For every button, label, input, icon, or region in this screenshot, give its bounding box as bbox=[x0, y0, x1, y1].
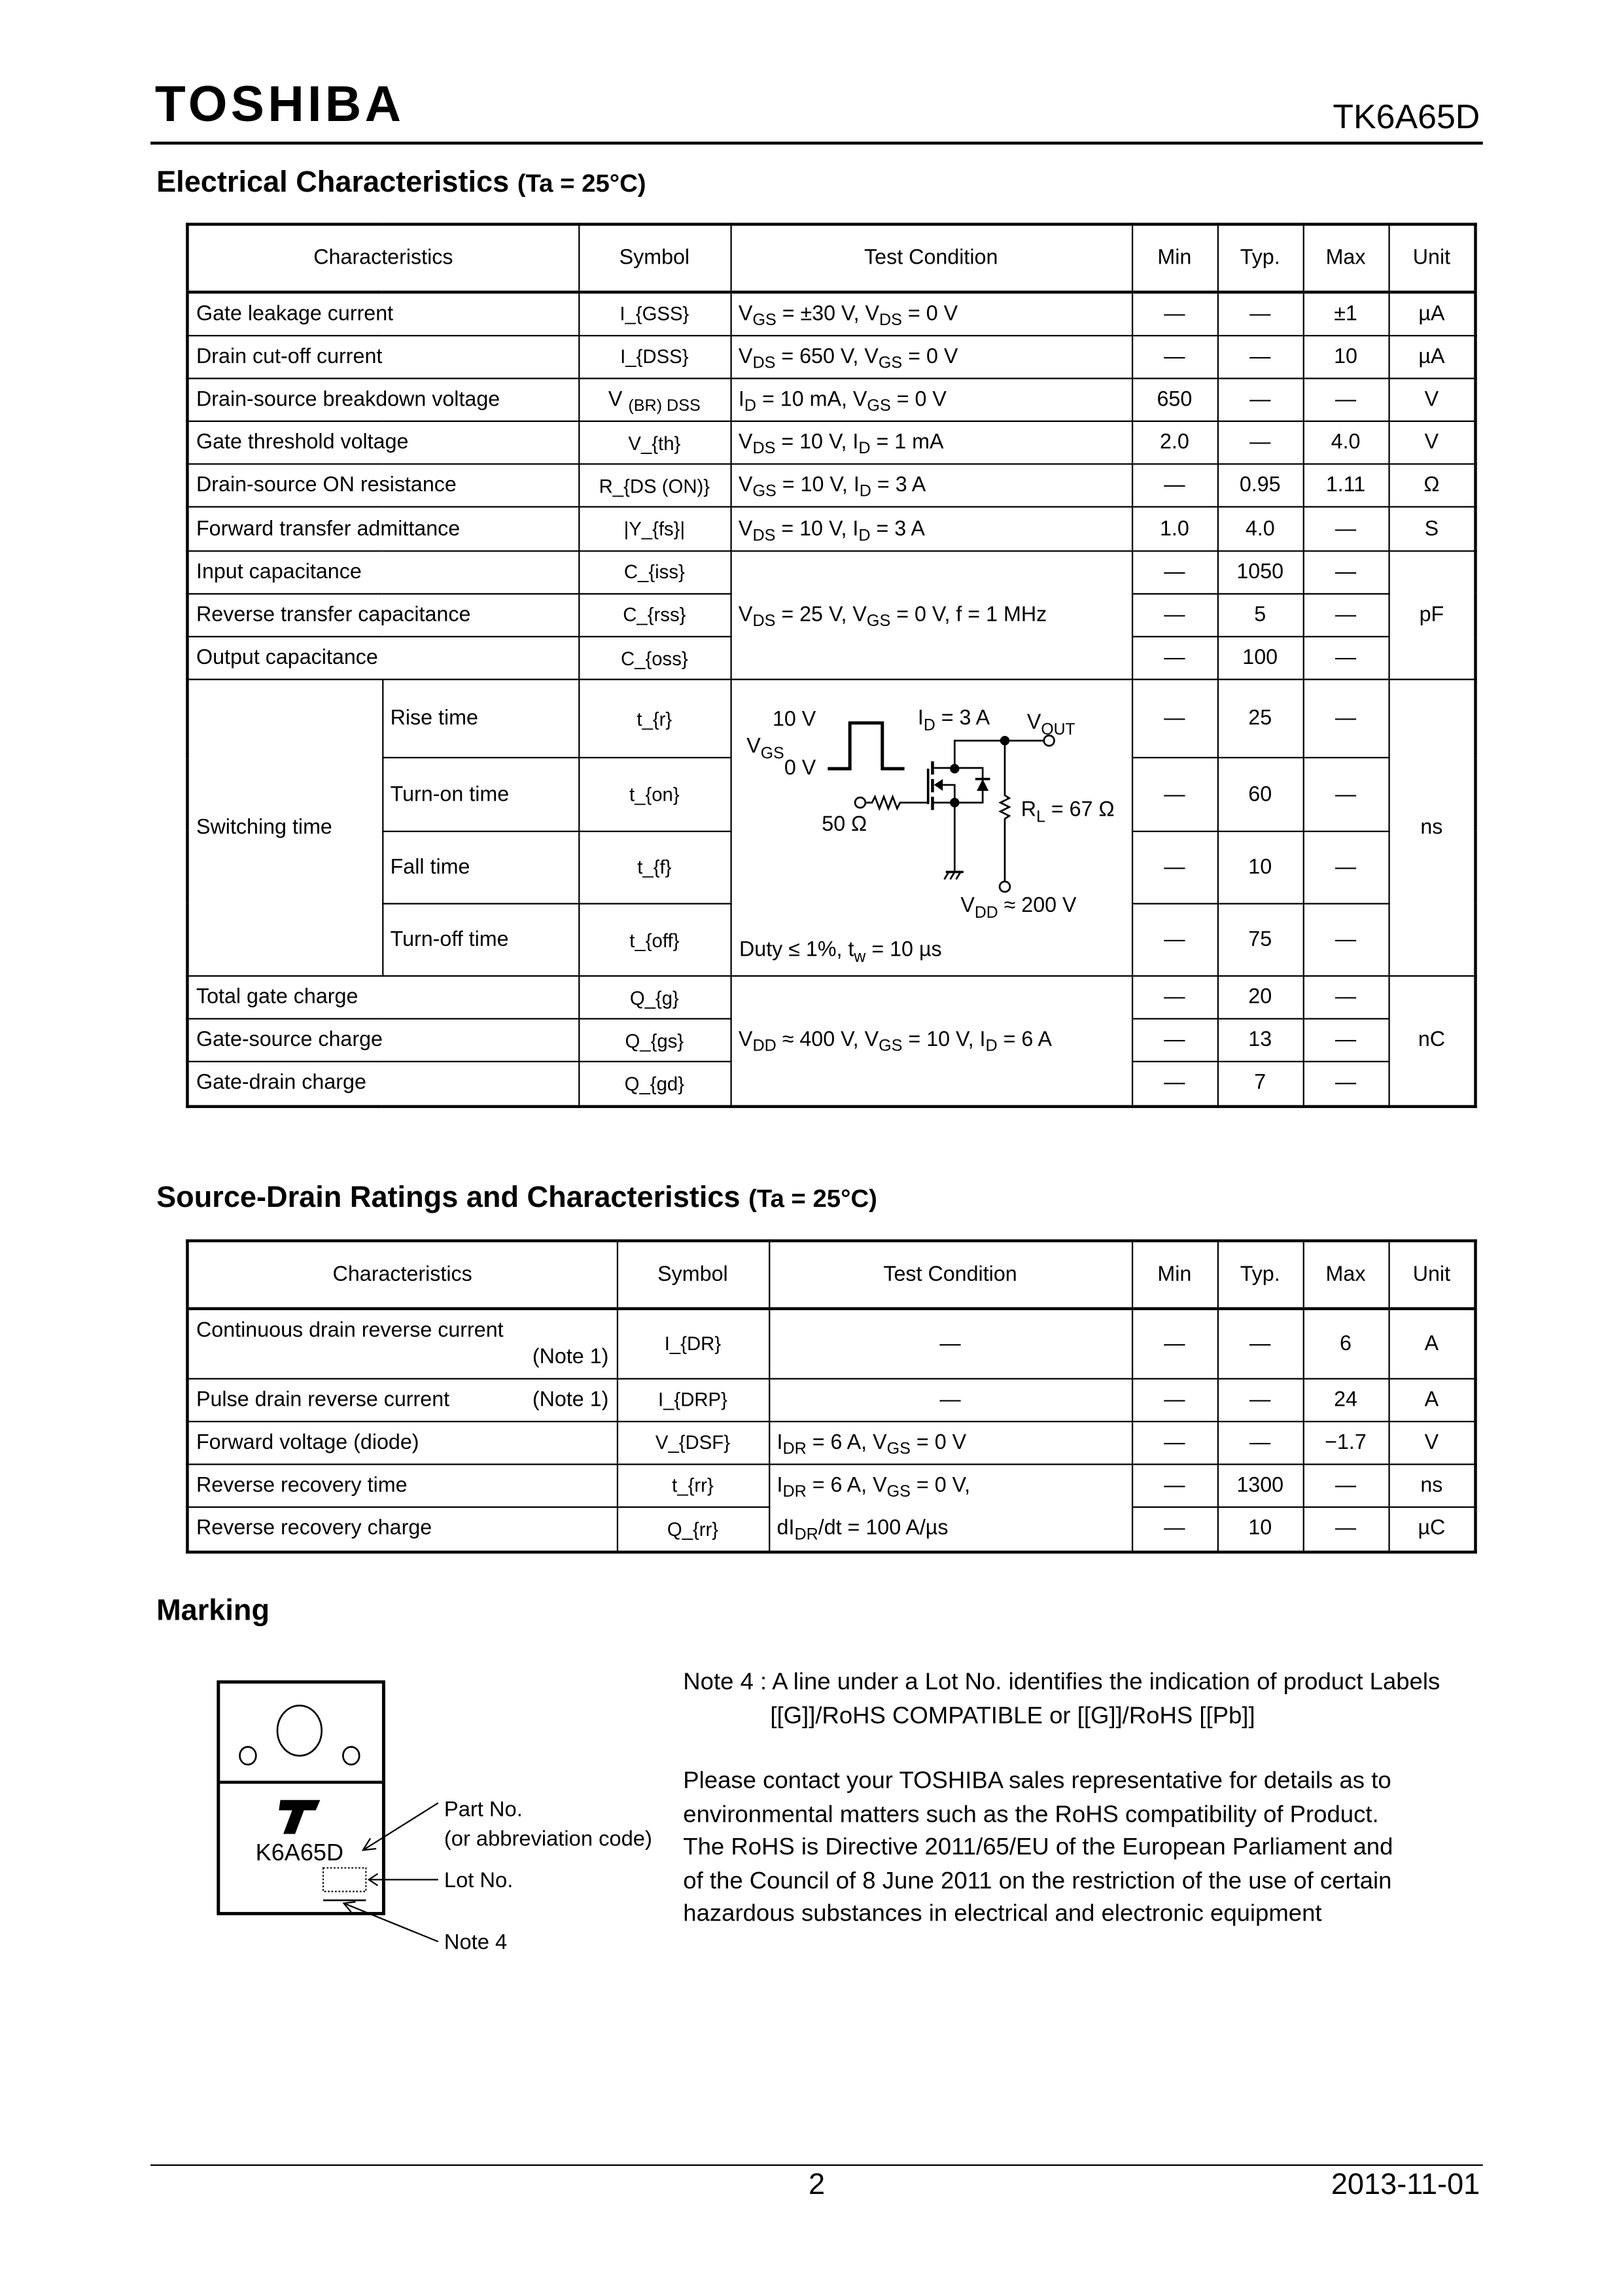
test-condition: $V_{DD} \approx 400$ V, $V_{GS} = 10$ V, $I_D = 6$ A bbox=[731, 976, 1132, 1105]
note-ref: (Note 1) bbox=[532, 1387, 609, 1412]
lot-number-box bbox=[323, 1868, 366, 1891]
part-no-label: Part No. bbox=[444, 1796, 523, 1821]
unit: A bbox=[1388, 1309, 1475, 1378]
test-condition: $V_{DS} = 25$ V, $V_{GS} = 0$ V, f = 1 MHz bbox=[731, 551, 1132, 680]
col-header: Test Condition bbox=[731, 224, 1132, 292]
typ: 60 bbox=[1217, 758, 1303, 831]
unit: pF bbox=[1388, 551, 1475, 680]
symbol: V $_{(BR) DSS}$ bbox=[578, 378, 730, 421]
toshiba-t-logo-icon bbox=[279, 1800, 320, 1834]
characteristic: Rise time bbox=[382, 680, 578, 758]
col-header: Characteristics bbox=[187, 1241, 616, 1309]
max: ±1 bbox=[1303, 292, 1389, 336]
electrical-title-cond: (Ta = 25°C) bbox=[517, 169, 646, 198]
symbol: I_{DRP} bbox=[617, 1378, 769, 1421]
max: — bbox=[1303, 1506, 1389, 1551]
min: 2.0 bbox=[1132, 421, 1217, 464]
typ: — bbox=[1217, 292, 1303, 336]
typ: — bbox=[1217, 421, 1303, 464]
col-header: Unit bbox=[1388, 224, 1475, 292]
col-header: Unit bbox=[1388, 1241, 1475, 1309]
col-header: Min bbox=[1132, 1241, 1217, 1309]
max: — bbox=[1303, 1019, 1389, 1062]
characteristic: Forward voltage (diode) bbox=[187, 1421, 616, 1463]
note4-text: [[G]]/RoHS COMPATIBLE or [[G]]/RoHS [[Pb]] bbox=[770, 1702, 1255, 1730]
characteristic: Output capacitance bbox=[187, 636, 578, 680]
symbol: I_{DR} bbox=[617, 1309, 769, 1378]
test-condition: $V_{DS} = 10$ V, $I_D = 1$ mA bbox=[731, 421, 1132, 464]
col-header: Symbol bbox=[617, 1241, 769, 1309]
characteristic: Input capacitance bbox=[187, 551, 578, 594]
characteristic: Drain-source breakdown voltage bbox=[187, 378, 578, 421]
min: 650 bbox=[1132, 378, 1217, 421]
footer-divider bbox=[150, 2165, 1483, 2166]
unit: µC bbox=[1388, 1506, 1475, 1551]
symbol: Q_{gs} bbox=[578, 1019, 730, 1062]
characteristic: Gate-drain charge bbox=[187, 1062, 578, 1106]
test-condition: $V_{DS} = 650$ V, $V_{GS} = 0$ V bbox=[731, 335, 1132, 378]
unit: V bbox=[1388, 421, 1475, 464]
source-drain-title-cond: (Ta = 25°C) bbox=[748, 1185, 877, 1213]
max: — bbox=[1303, 680, 1389, 758]
unit: V bbox=[1388, 378, 1475, 421]
vgs-label: $V_{GS}$ bbox=[746, 733, 784, 763]
symbol: V_{DSF} bbox=[617, 1421, 769, 1463]
unit: µA bbox=[1388, 292, 1475, 336]
typ: 10 bbox=[1217, 1506, 1303, 1551]
characteristic: Reverse transfer capacitance bbox=[187, 593, 578, 636]
symbol: Q_{rr} bbox=[617, 1506, 769, 1551]
typ: 5 bbox=[1217, 593, 1303, 636]
lot-no-label: Lot No. bbox=[444, 1867, 514, 1892]
typ: — bbox=[1217, 378, 1303, 421]
symbol: t_{r} bbox=[578, 680, 730, 758]
marking-title: Marking bbox=[156, 1595, 270, 1627]
max: — bbox=[1303, 636, 1389, 680]
electrical-title-text: Electrical Characteristics bbox=[156, 166, 510, 200]
paragraph-line: of the Council of 8 June 2011 on the restriction of the use of certain bbox=[683, 1867, 1392, 1894]
unit: µA bbox=[1388, 335, 1475, 378]
characteristic: Forward transfer admittance bbox=[187, 508, 578, 551]
max: — bbox=[1303, 551, 1389, 594]
note4-label: Note 4 bbox=[444, 1929, 508, 1954]
symbol: t_{rr} bbox=[617, 1463, 769, 1506]
characteristic: Drain cut-off current bbox=[187, 335, 578, 378]
note-ref: (Note 1) bbox=[532, 1344, 609, 1368]
min: — bbox=[1132, 1062, 1217, 1106]
min: — bbox=[1132, 464, 1217, 508]
typ: 1300 bbox=[1217, 1463, 1303, 1506]
min: — bbox=[1132, 335, 1217, 378]
min: — bbox=[1132, 636, 1217, 680]
col-header: Typ. bbox=[1217, 224, 1303, 292]
typ: 0.95 bbox=[1217, 464, 1303, 508]
max: — bbox=[1303, 758, 1389, 831]
max: — bbox=[1303, 1463, 1389, 1506]
symbol: R_{DS (ON)} bbox=[578, 464, 730, 508]
note4-text: Note 4 : A line under a Lot No. identifies the indication of product Labels bbox=[683, 1668, 1440, 1696]
symbol: Q_{gd} bbox=[578, 1062, 730, 1106]
min: — bbox=[1132, 551, 1217, 594]
max: 1.11 bbox=[1303, 464, 1389, 508]
col-header: Max bbox=[1303, 224, 1389, 292]
test-condition-line: $dI_{DR}/dt = 100$ A/µs bbox=[777, 1516, 949, 1543]
characteristic: Reverse recovery time bbox=[187, 1463, 616, 1506]
test-condition: — bbox=[769, 1378, 1132, 1421]
col-header: Characteristics bbox=[187, 224, 578, 292]
test-condition: $V_{DS} = 10$ V, $I_D = 3$ A bbox=[731, 508, 1132, 551]
characteristic: Fall time bbox=[382, 831, 578, 903]
col-header: Typ. bbox=[1217, 1241, 1303, 1309]
characteristic: Gate leakage current bbox=[187, 292, 578, 336]
typ: 1050 bbox=[1217, 551, 1303, 594]
col-header: Test Condition bbox=[769, 1241, 1132, 1309]
package-outline bbox=[218, 1682, 384, 1913]
min: — bbox=[1132, 758, 1217, 831]
characteristic: Total gate charge bbox=[187, 976, 578, 1018]
max: 24 bbox=[1303, 1378, 1389, 1421]
test-condition: $V_{GS} = 10$ V, $I_D = 3$ A bbox=[731, 464, 1132, 508]
paragraph-line: environmental matters such as the RoHS compatibility of Product. bbox=[683, 1800, 1379, 1828]
typ: 7 bbox=[1217, 1062, 1303, 1106]
typ: 4.0 bbox=[1217, 508, 1303, 551]
min: — bbox=[1132, 976, 1217, 1018]
id-label: $I_D = 3$ A bbox=[916, 705, 990, 735]
package-part-text: K6A65D bbox=[255, 1839, 344, 1866]
symbol: C_{iss} bbox=[578, 551, 730, 594]
max: 6 bbox=[1303, 1309, 1389, 1378]
duty-label: Duty ≤ 1%, $t_w = 10$ µs bbox=[738, 937, 941, 967]
max: — bbox=[1303, 831, 1389, 903]
min: 1.0 bbox=[1132, 508, 1217, 551]
paragraph-line: The RoHS is Directive 2011/65/EU of the European Parliament and bbox=[683, 1834, 1393, 1861]
test-condition: $V_{GS} = \pm 30$ V, $V_{DS} = 0$ V bbox=[731, 292, 1132, 336]
typ: 75 bbox=[1217, 903, 1303, 976]
min: — bbox=[1132, 831, 1217, 903]
switching-time-label: Switching time bbox=[187, 680, 382, 976]
min: — bbox=[1132, 1309, 1217, 1378]
min: — bbox=[1132, 1463, 1217, 1506]
max: — bbox=[1303, 903, 1389, 976]
min: — bbox=[1132, 903, 1217, 976]
min: — bbox=[1132, 1378, 1217, 1421]
max: 10 bbox=[1303, 335, 1389, 378]
symbol: t_{f} bbox=[578, 831, 730, 903]
symbol: I_{DSS} bbox=[578, 335, 730, 378]
unit: Ω bbox=[1388, 464, 1475, 508]
characteristic-text: Continuous drain reverse current bbox=[196, 1319, 504, 1343]
typ: — bbox=[1217, 1421, 1303, 1463]
test-condition-line: $I_{DR} = 6$ A, $V_{GS} = 0$ V, bbox=[777, 1473, 971, 1501]
max: — bbox=[1303, 508, 1389, 551]
unit: ns bbox=[1388, 680, 1475, 976]
characteristic: Turn-on time bbox=[382, 758, 578, 831]
test-condition: $I_{DR} = 6$ A, $V_{GS} = 0$ V bbox=[769, 1421, 1132, 1463]
mounting-hole bbox=[277, 1705, 322, 1756]
characteristic: Drain-source ON resistance bbox=[187, 464, 578, 508]
typ: 25 bbox=[1217, 680, 1303, 758]
characteristic-text: Pulse drain reverse current bbox=[196, 1387, 450, 1412]
min: — bbox=[1132, 680, 1217, 758]
rg-label: 50 Ω bbox=[821, 812, 867, 836]
unit: ns bbox=[1388, 1463, 1475, 1506]
rohs-paragraph bbox=[683, 1765, 1393, 1931]
min: — bbox=[1132, 1421, 1217, 1463]
max: — bbox=[1303, 976, 1389, 1018]
typ: 10 bbox=[1217, 831, 1303, 903]
symbol: I_{GSS} bbox=[578, 292, 730, 336]
characteristic: Gate-source charge bbox=[187, 1019, 578, 1062]
min: — bbox=[1132, 1506, 1217, 1551]
characteristic: Reverse recovery charge bbox=[187, 1506, 616, 1551]
unit: S bbox=[1388, 508, 1475, 551]
max: — bbox=[1303, 378, 1389, 421]
unit: nC bbox=[1388, 976, 1475, 1105]
test-condition: — bbox=[769, 1309, 1132, 1378]
page-number: 2 bbox=[809, 2168, 826, 2202]
part-number: TK6A65D bbox=[1333, 97, 1480, 136]
col-header: Min bbox=[1132, 224, 1217, 292]
symbol: V_{th} bbox=[578, 421, 730, 464]
characteristic: Gate threshold voltage bbox=[187, 421, 578, 464]
max: −1.7 bbox=[1303, 1421, 1389, 1463]
min: — bbox=[1132, 593, 1217, 636]
document-date: 2013-11-01 bbox=[1331, 2168, 1480, 2202]
col-header: Max bbox=[1303, 1241, 1389, 1309]
source-drain-title-text: Source-Drain Ratings and Characteristics bbox=[156, 1181, 741, 1215]
vout-label: $V_{OUT}$ bbox=[1026, 710, 1075, 739]
min: — bbox=[1132, 292, 1217, 336]
symbol: C_{rss} bbox=[578, 593, 730, 636]
paragraph-line: hazardous substances in electrical and electronic equipment bbox=[683, 1900, 1322, 1927]
typ: 20 bbox=[1217, 976, 1303, 1018]
vgs-low-label: 0 V bbox=[783, 756, 816, 780]
min: — bbox=[1132, 1019, 1217, 1062]
max: 4.0 bbox=[1303, 421, 1389, 464]
unit: V bbox=[1388, 1421, 1475, 1463]
rl-label: $R_L = 67$ Ω bbox=[1020, 797, 1114, 826]
paragraph-line: Please contact your TOSHIBA sales representative for details as to bbox=[683, 1767, 1391, 1794]
symbol: t_{off} bbox=[578, 903, 730, 976]
symbol: Q_{g} bbox=[578, 976, 730, 1018]
typ: — bbox=[1217, 1309, 1303, 1378]
characteristic: Turn-off time bbox=[382, 903, 578, 976]
symbol: C_{oss} bbox=[578, 636, 730, 680]
symbol: |Y_{fs}| bbox=[578, 508, 730, 551]
vgs-high-label: 10 V bbox=[771, 707, 816, 731]
toshiba-logo: TOSHIBA bbox=[154, 77, 405, 133]
vdd-label: $V_{DD} \approx 200$ V bbox=[960, 893, 1076, 922]
test-condition: $I_D = 10$ mA, $V_{GS} = 0$ V bbox=[731, 378, 1132, 421]
part-no-sub-label: (or abbreviation code) bbox=[444, 1826, 652, 1851]
max: — bbox=[1303, 1062, 1389, 1106]
max: — bbox=[1303, 593, 1389, 636]
unit: A bbox=[1388, 1378, 1475, 1421]
typ: 100 bbox=[1217, 636, 1303, 680]
typ: — bbox=[1217, 335, 1303, 378]
symbol: t_{on} bbox=[578, 758, 730, 831]
col-header: Symbol bbox=[578, 224, 730, 292]
typ: 13 bbox=[1217, 1019, 1303, 1062]
typ: — bbox=[1217, 1378, 1303, 1421]
